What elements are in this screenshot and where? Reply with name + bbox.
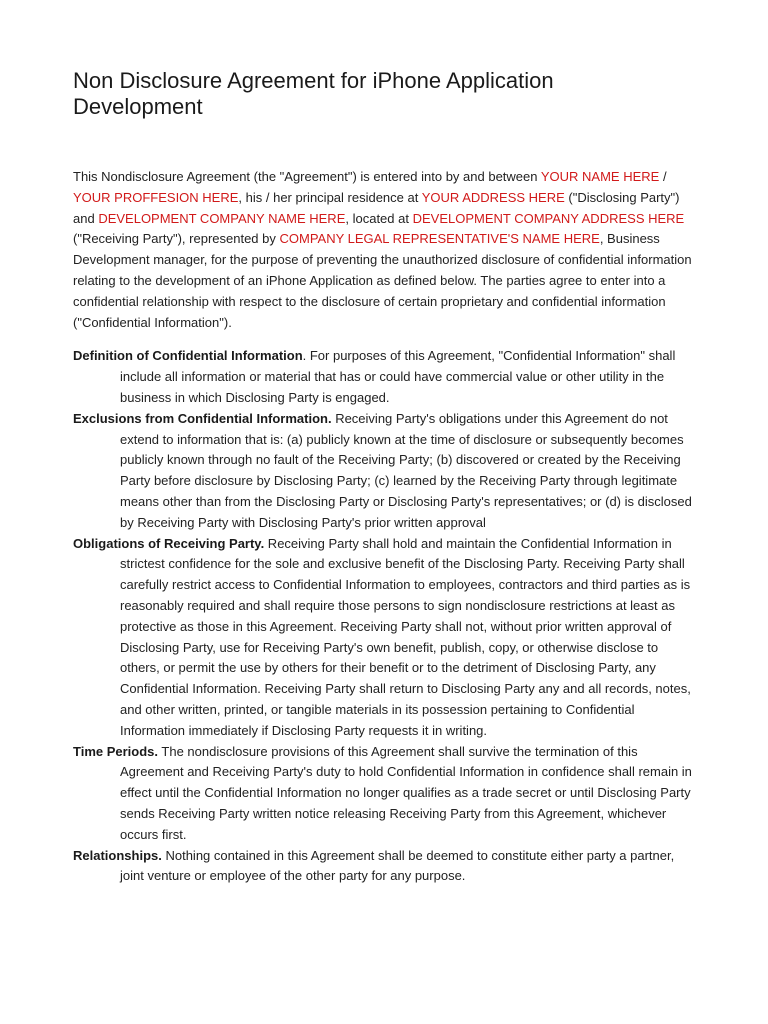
placeholder-your-name: YOUR NAME HERE <box>540 169 660 184</box>
agreement-sections <box>73 346 708 887</box>
intro-paragraph <box>73 167 698 333</box>
intro-segment: ("Disclosing Party") and <box>73 189 680 226</box>
section-heading: Relationships. <box>73 847 162 863</box>
section-heading: Exclusions from Confidential Information. <box>73 410 332 426</box>
section-relationships <box>73 846 698 888</box>
intro-segment: , his / her principal residence at <box>238 189 422 205</box>
document-title: Non Disclosure Agreement for iPhone Application Development <box>73 68 554 119</box>
intro-segment: This Nondisclosure Agreement (the "Agreement") is entered into by and between <box>73 169 541 184</box>
placeholder-company-name: DEVELOPMENT COMPANY NAME HERE <box>98 210 346 226</box>
intro-segment: / <box>659 169 667 184</box>
placeholder-your-profession: YOUR PROFFESION HERE <box>73 189 239 205</box>
section-heading: Obligations of Receiving Party. <box>73 535 265 551</box>
section-obligations <box>73 534 698 742</box>
section-time-periods <box>73 742 698 846</box>
section-definition <box>73 346 698 408</box>
intro-segment: , located at <box>345 210 413 226</box>
section-body: Receiving Party's obligations under this Agreement do not extend to information that is: (a) publicly known at the time of disclosure or subsequently becomes publicly known through no fault of the Receiving Party; (b) discovered or created by the Receiving Party before disclosure by Disclosing Party; (c) learned by the Receiving Party through legitimate means other than from the Disclosing Party or Disclosing Party's representatives; or (d) is disclosed by Receiving Party with Disclosing Party's prior written approval <box>120 410 692 530</box>
placeholder-company-address: DEVELOPMENT COMPANY ADDRESS HERE <box>412 210 685 226</box>
section-heading: Time Periods. <box>73 743 159 759</box>
section-body: . For purposes of this Agreement, "Confidential Information" shall include all information or material that has or could have commercial value or other utility in the business in which Disclosing Party is engaged. <box>120 348 676 405</box>
intro-segment: , Business Development manager, for the purpose of preventing the unauthorized disclosure of confidential information relating to the development of an iPhone Application as defined below. The parties agree to enter into a confidential relationship with respect to the disclosure of certain proprietary and confidential information ("Confidential Information"). <box>73 231 692 330</box>
section-body: Receiving Party shall hold and maintain the Confidential Information in strictest confidence for the sole and exclusive benefit of the Disclosing Party. Receiving Party shall carefully restrict access to Confidential Information to employees, contractors and third parties as is reasonably required and shall require those persons to sign nondisclosure restrictions at least as protective as those in this Agreement. Receiving Party shall not, without prior written approval of Disclosing Party, use for Receiving Party's own benefit, publish, copy, or otherwise disclose to others, or permit the use by others for their benefit or to the detriment of Disclosing Party, any Confidential Information. Receiving Party shall return to Disclosing Party any and all records, notes, and other written, printed, or tangible materials in its possession pertaining to Confidential Information immediately if Disclosing Party requests it in writing. <box>120 535 691 738</box>
placeholder-your-address: YOUR ADDRESS HERE <box>421 189 565 205</box>
section-exclusions <box>73 409 698 534</box>
placeholder-legal-representative: COMPANY LEGAL REPRESENTATIVE'S NAME HERE <box>279 231 600 247</box>
section-heading: Definition of Confidential Information <box>73 348 303 364</box>
section-body: Nothing contained in this Agreement shall be deemed to constitute either party a partner, joint venture or employee of the other party for any purpose. <box>120 847 675 884</box>
section-body: The nondisclosure provisions of this Agreement shall survive the termination of this Agreement and Receiving Party's duty to hold Confidential Information in confidence shall remain in effect until the Confidential Information no longer qualifies as a trade secret or until Disclosing Party sends Receiving Party written notice releasing Receiving Party from this Agreement, whichever occurs first. <box>120 743 692 842</box>
intro-segment: ("Receiving Party"), represented by <box>73 231 280 247</box>
